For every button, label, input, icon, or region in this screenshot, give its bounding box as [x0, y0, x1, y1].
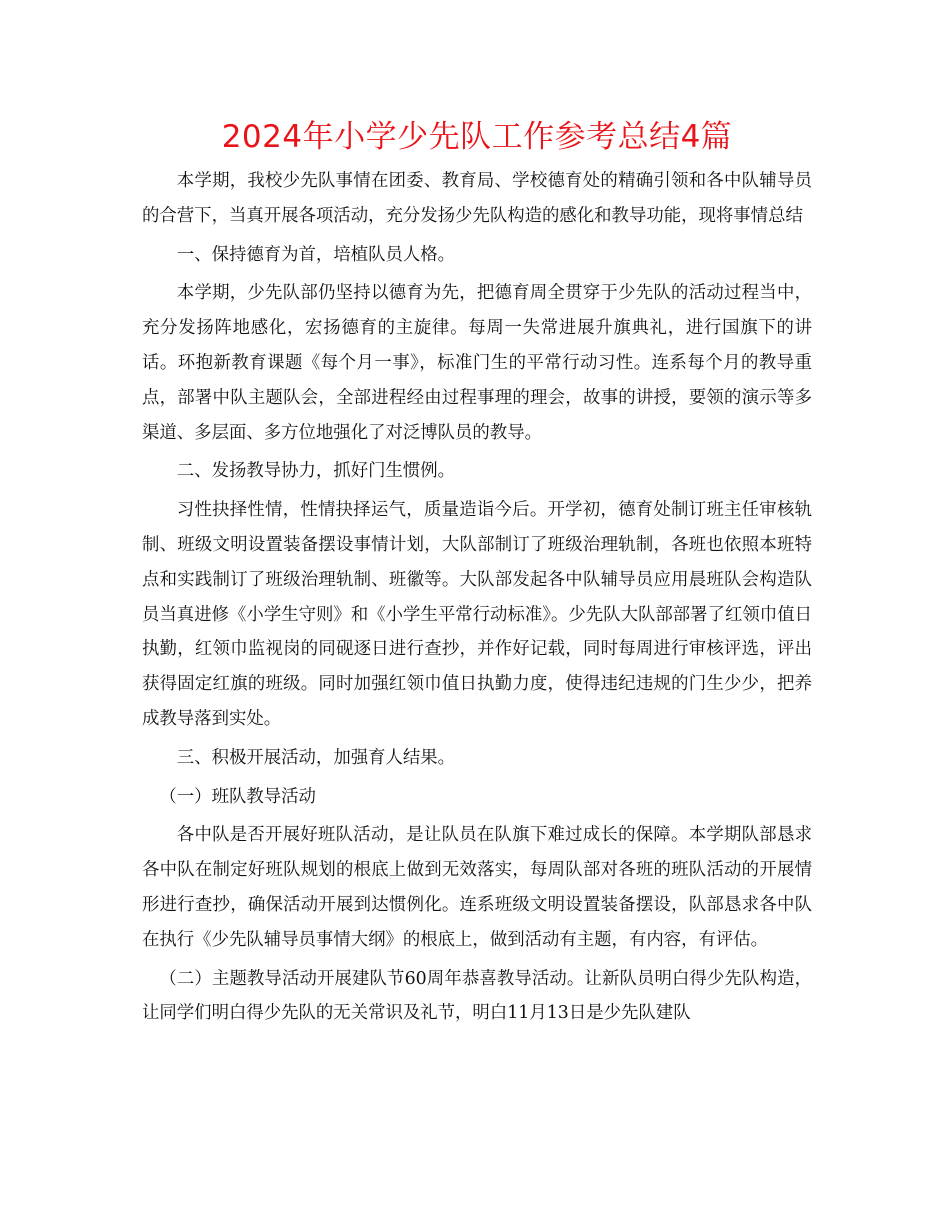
section-1-paragraph: 本学期，少先队部仍坚持以德育为先，把德育周全贯穿于少先队的活动过程当中，充分发扬阵地感化，宏扬德育的主旋律。每周一失常进展升旗典礼，进行国旗下的讲话。环抱新教育课题《每个月一事》，标准门生的平常行动习性。连系每个月的教导重点，部署中队主题队会，全部进程经由过程事理的理会，故事的讲授，要领的演示等多渠道、多层面、多方位地强化了对泛博队员的教导。 — [142, 283, 812, 443]
document-title: 2024年小学少先队工作参考总结4篇 — [221, 119, 733, 155]
subsection-2-paragraph: （二）主题教导活动开展建队节60周年恭喜教导活动。让新队员明白得少先队构造，让同学们明白得少先队的无关常识及礼节，明白11月13日是少先队建队 — [142, 968, 812, 1024]
subsection-1-paragraph: 各中队是否开展好班队活动，是让队员在队旗下难过成长的保障。本学期队部恳求各中队在制定好班队规划的根底上做到无效落实，每周队部对各班的班队活动的开展情形进行查抄，确保活动开展到达惯例化。连系班级文明设置装备摆设，队部恳求各中队在执行《少先队辅导员事情大纲》的根底上，做到活动有主题，有内容，有评估。 — [142, 825, 812, 950]
subsection-heading-1: （一）班队教导活动 — [159, 786, 316, 807]
intro-paragraph: 本学期，我校少先队事情在团委、教育局、学校德育处的精确引领和各中队辅导员的合营下，当真开展各项活动，充分发扬少先队构造的感化和教导功能，现将事情总结 — [142, 171, 812, 226]
section-heading-2: 二、发扬教导协力，抓好门生惯例。 — [176, 461, 456, 482]
section-heading-3: 三、积极开展活动，加强育人结果。 — [176, 747, 456, 768]
section-2-paragraph: 习性抉择性情，性情抉择运气，质量造诣今后。开学初，德育处制订班主任审核轨制、班级文明设置装备摆设事情计划，大队部制订了班级治理轨制，各班也依照本班特点和实践制订了班级治理轨制、班徽等。大队部发起各中队辅导员应用晨班队会构造队员当真进修《小学生守则》和《小学生平常行动标准》。少先队大队部部署了红领巾值日执勤，红领巾监视岗的同砚逐日进行查抄，并作好记载，同时每周进行审核评选，评出获得固定红旗的班级。同时加强红领巾值日执勤力度，使得违纪违规的门生少少，把养成教导落到实处。 — [142, 500, 812, 729]
document-body — [142, 164, 812, 1031]
section-heading-1: 一、保持德育为首，培植队员人格。 — [176, 244, 456, 265]
